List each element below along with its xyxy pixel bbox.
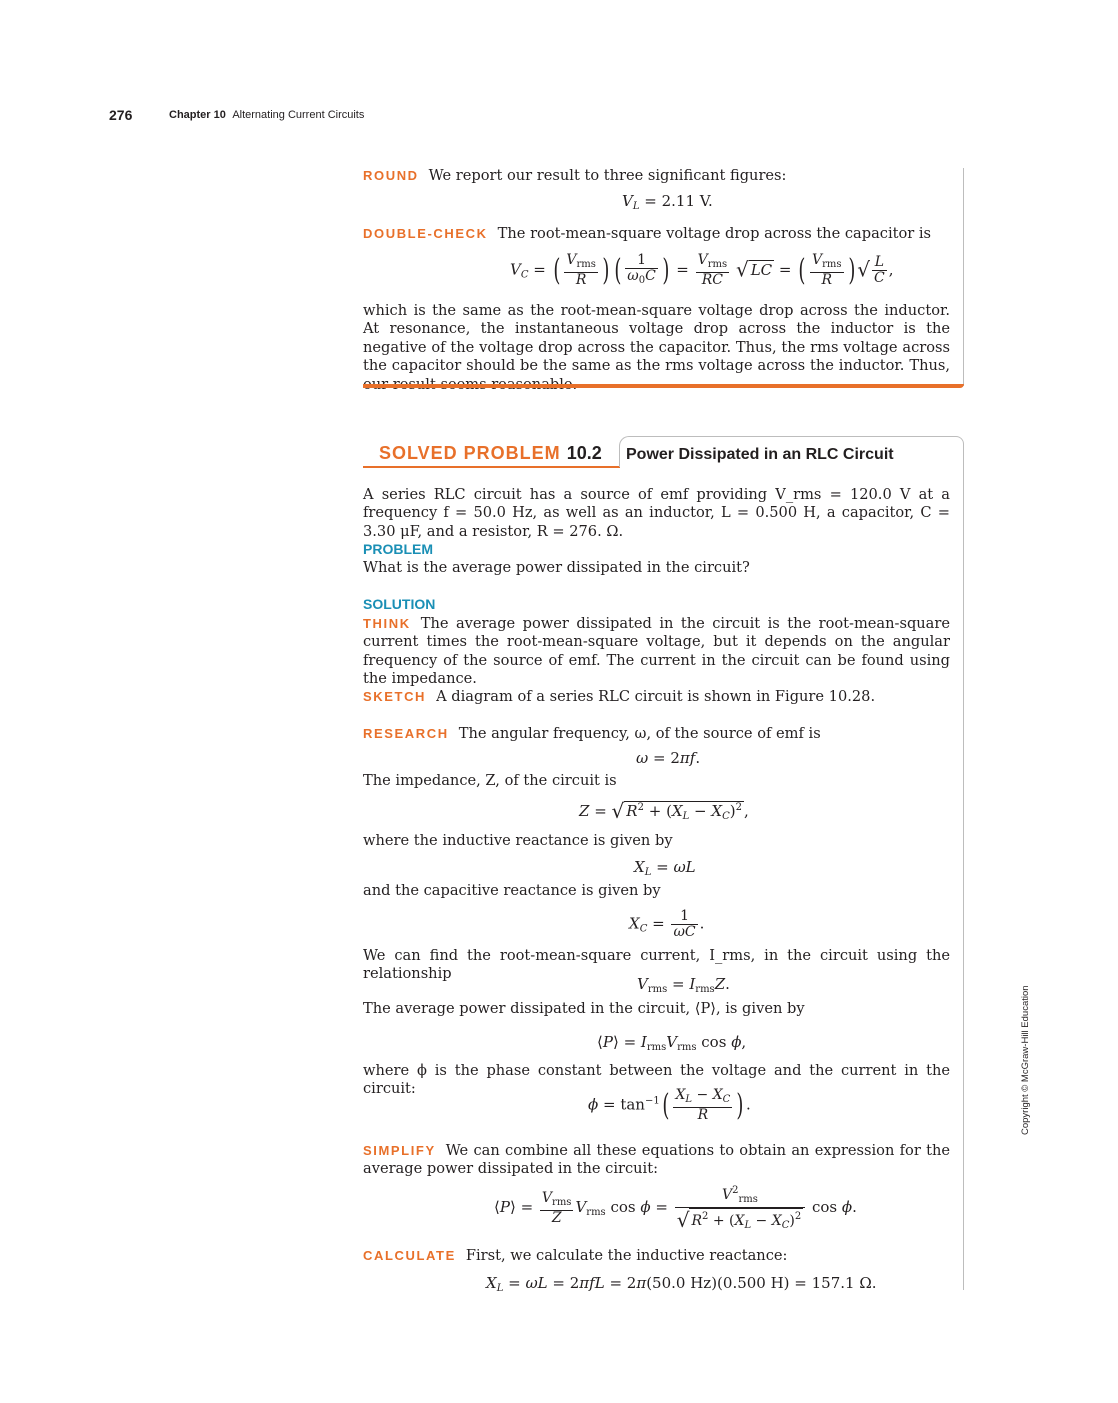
think-keyword: THINK bbox=[363, 616, 411, 631]
double-check-body: which is the same as the root-mean-square voltage drop across the inductor. At resonance, the instantaneous voltage drop across the inductor is the negative of the voltage drop across the capacitor. Thus, the rms voltage across the capacitor should be the same as the rms voltage across the inductor. Thus, bbox=[363, 302, 950, 375]
research-text: The angular frequency, ω, of the source of emf is bbox=[458, 725, 821, 742]
round-text: We report our result to three significant figures: bbox=[428, 167, 787, 184]
phi-equation: $\phi = \tan^{-1}$( $\frac{X_L - X_C}{R}$ ) . bbox=[588, 1087, 751, 1123]
chapter-title: Alternating Current Circuits bbox=[232, 109, 365, 121]
chapter-label: Chapter 10 bbox=[169, 109, 226, 121]
research-keyword: RESEARCH bbox=[363, 726, 449, 741]
double-check-paragraph bbox=[363, 225, 950, 243]
think-text: The average power dissipated in the circuit is the root-mean-square current times the root-mean-square voltage, but it depends on the angular frequency of the source of emf. The current in the circuit can be found using the impedance. bbox=[363, 615, 950, 688]
irms-text: We can find the root-mean-square current, I_rms, in the circuit using the relationship bbox=[363, 947, 950, 983]
impedance-equation: Z = √ $R^2 + (X_L - X_C)^2$ , bbox=[579, 799, 749, 823]
xc-equation: $X_C$ = $\frac{1}{\omega C}$ . bbox=[629, 908, 705, 940]
sketch-paragraph bbox=[363, 688, 950, 706]
calculate-paragraph bbox=[363, 1247, 950, 1265]
problem-text: What is the average power dissipated in the circuit? bbox=[363, 559, 750, 576]
simplify-text: We can combine all these equations to obtain an expression for the average power dissipated in the circuit: bbox=[363, 1142, 950, 1178]
round-result: $V_L = 2.11$ V. bbox=[622, 192, 713, 212]
solved-problem-text: SOLVED PROBLEM bbox=[379, 443, 561, 463]
problem-heading: PROBLEM bbox=[363, 541, 433, 557]
power-text: The average power dissipated in the circuit, ⟨P⟩, is given by bbox=[363, 1000, 805, 1017]
round-keyword: ROUND bbox=[363, 168, 419, 183]
impedance-text: The impedance, Z, of the circuit is bbox=[363, 772, 617, 789]
problem-box-rule-right bbox=[963, 466, 964, 1290]
page-number: 276 bbox=[109, 107, 133, 123]
copyright-notice: Copyright © McGraw-Hill Education bbox=[1020, 985, 1031, 1135]
double-check-text: The root-mean-square voltage drop across the capacitor is bbox=[497, 225, 932, 242]
solved-problem-underline bbox=[363, 466, 620, 468]
omega-equation: ω = 2πf. bbox=[636, 749, 701, 767]
calculate-keyword: CALCULATE bbox=[363, 1248, 456, 1263]
box-bottom-rule bbox=[363, 384, 964, 388]
phase-text: where ϕ is the phase constant between the voltage and the current in the circuit: bbox=[363, 1062, 950, 1098]
solution-heading: SOLUTION bbox=[363, 596, 436, 612]
sketch-keyword: SKETCH bbox=[363, 689, 427, 704]
inductive-text: where the inductive reactance is given by bbox=[363, 832, 673, 849]
box-rule-right bbox=[963, 168, 964, 386]
think-paragraph bbox=[363, 615, 950, 689]
double-check-equation: $V_C$ = ( $\frac{V_{rms}}{R}$ ) ( $\frac{1}{\omega_0C}$ ) = $\frac{V_{rms}}{RC}$ √ LC = ( $\frac{V_{rms}}{R}$ ) √ $\frac{L}{C}$ , bbox=[510, 252, 894, 288]
solved-problem-number: 10.2 bbox=[566, 443, 602, 463]
problem-intro: A series RLC circuit has a source of emf providing V_rms = 120.0 V at a frequency f = 50.0 Hz, as well as an inductor, L = 0.500 H, a capacitor, C = 3.30 μF, and a resistor, R = 276. Ω. bbox=[363, 486, 950, 540]
round-paragraph bbox=[363, 167, 950, 185]
combined-equation: ⟨P⟩ = $\frac{V_{rms}}{Z}$ $V_{rms}$ cos ϕ = $\frac{V^2_{rms}}{√ R^2 + (X_L - X_C)^2}$ cos ϕ. bbox=[494, 1185, 857, 1232]
double-check-keyword: DOUBLE-CHECK bbox=[363, 226, 488, 241]
calculate-text: First, we calculate the inductive reactance: bbox=[465, 1247, 788, 1264]
xl-equation: $X_L = \omega L$ bbox=[634, 858, 696, 878]
v-equation: $V_{rms} = I_{rms}Z$. bbox=[637, 975, 730, 995]
capacitive-text: and the capacitive reactance is given by bbox=[363, 882, 661, 899]
solved-problem-label bbox=[379, 443, 602, 464]
solved-problem-title: Power Dissipated in an RLC Circuit bbox=[626, 446, 894, 463]
power-equation: ⟨P⟩ = $I_{rms}V_{rms}$ cos ϕ, bbox=[597, 1033, 747, 1053]
running-head bbox=[169, 109, 364, 121]
calc-equation: $X_L = \omega L = 2\pi fL = 2\pi(50.0$ Hz)(0.500 H) = 157.1 Ω. bbox=[486, 1274, 877, 1294]
simplify-paragraph bbox=[363, 1142, 950, 1179]
sketch-text: A diagram of a series RLC circuit is shown in Figure 10.28. bbox=[436, 688, 876, 705]
research-paragraph bbox=[363, 725, 950, 743]
simplify-keyword: SIMPLIFY bbox=[363, 1143, 436, 1158]
